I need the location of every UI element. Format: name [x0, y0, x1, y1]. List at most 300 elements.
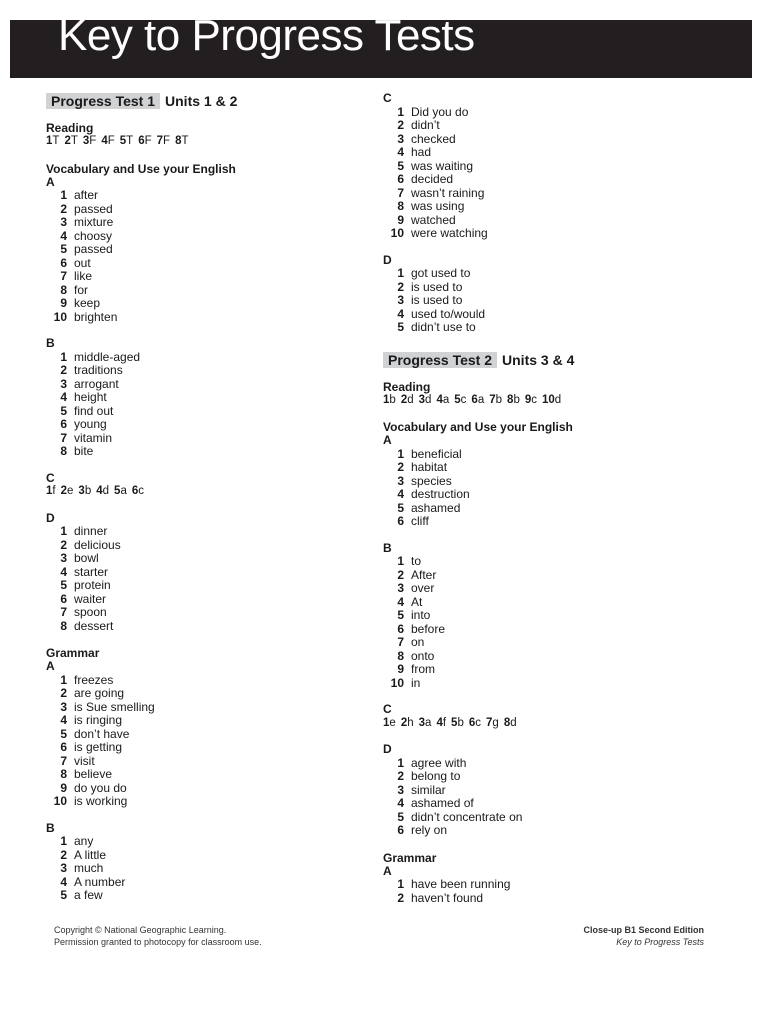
- answer-item: [383, 267, 723, 281]
- item-answer: dinner: [74, 524, 108, 538]
- part: [46, 822, 346, 903]
- item-number: 5: [114, 485, 121, 497]
- answer-pair: [96, 485, 109, 497]
- item-number: 4: [397, 306, 404, 321]
- item-number: 5: [60, 888, 67, 902]
- answer-item: [383, 596, 723, 610]
- item-number: 4: [96, 485, 103, 497]
- copyright-text: Copyright © National Geographic Learning.: [54, 925, 227, 935]
- item-answer: to: [411, 554, 422, 568]
- answer-item: [46, 714, 346, 728]
- item-answer: in: [411, 675, 421, 690]
- answer-pair: [401, 394, 414, 406]
- answer-item: [46, 579, 346, 593]
- item-number: 5: [397, 500, 404, 515]
- answer-item: [383, 227, 723, 241]
- item-number: 2: [397, 567, 404, 582]
- answer-item: [383, 824, 723, 838]
- item-answer: vitamin: [74, 430, 113, 445]
- item-answer: find out: [74, 403, 114, 418]
- item-answer: h: [407, 716, 414, 729]
- answer-pair: [138, 135, 151, 147]
- item-answer: b: [457, 716, 464, 729]
- item-answer: is used to: [411, 279, 463, 294]
- part-label: D: [383, 252, 392, 267]
- item-answer: g: [492, 716, 499, 729]
- item-number: 7: [397, 185, 404, 200]
- answer-item: [46, 862, 346, 876]
- item-number: 3: [397, 131, 404, 146]
- item-number: 1: [60, 349, 67, 364]
- item-answer: e: [389, 716, 396, 729]
- answer-item: [383, 448, 723, 462]
- reading-section: [46, 121, 346, 149]
- item-number: 2: [60, 201, 67, 216]
- item-number: 6: [60, 740, 67, 754]
- answer-item: [383, 106, 723, 120]
- answer-item: [383, 892, 723, 906]
- item-number: 2: [397, 118, 404, 132]
- answer-item: [383, 663, 723, 677]
- section-title: Vocabulary and Use your English: [46, 161, 236, 176]
- item-answer: got used to: [411, 266, 471, 280]
- answer-pair: [114, 485, 127, 497]
- item-number: 2: [60, 363, 67, 377]
- item-answer: mixture: [74, 215, 114, 229]
- answer-item: [46, 418, 346, 432]
- item-answer: is Sue smelling: [74, 699, 155, 714]
- item-answer: over: [411, 581, 435, 595]
- item-answer: after: [74, 188, 99, 202]
- item-answer: didn’t: [411, 118, 440, 132]
- item-answer: d: [102, 485, 110, 497]
- item-number: 6: [131, 485, 139, 497]
- item-number: 2: [60, 847, 67, 862]
- item-answer: are going: [74, 686, 125, 700]
- item-answer: young: [74, 417, 107, 431]
- item-answer: rely on: [411, 823, 448, 837]
- item-answer: was using: [411, 199, 465, 213]
- item-number: 7: [60, 269, 67, 283]
- item-answer: a: [477, 393, 485, 406]
- inline-answers: [46, 485, 346, 499]
- answer-pair: [383, 717, 396, 729]
- page-title: Key to Progress Tests: [58, 20, 475, 60]
- item-answer: d: [407, 393, 414, 406]
- item-answer: A number: [74, 874, 126, 889]
- item-number: 1: [60, 672, 67, 687]
- item-number: 6: [60, 417, 67, 431]
- item-answer: e: [67, 485, 74, 497]
- item-number: 7: [486, 716, 493, 729]
- answer-item: [46, 728, 346, 742]
- answer-pair: [132, 485, 144, 497]
- item-number: 2: [60, 537, 67, 552]
- item-number: 9: [60, 780, 67, 795]
- item-number: 7: [489, 393, 496, 406]
- item-answer: bowl: [74, 551, 99, 565]
- item-number: 1: [46, 135, 53, 147]
- item-answer: wasn’t raining: [411, 185, 485, 200]
- item-number: 10: [390, 675, 404, 690]
- item-answer: for: [74, 282, 89, 297]
- answer-item: [46, 297, 346, 311]
- answer-item: [46, 889, 346, 903]
- answer-pair: [489, 394, 502, 406]
- answer-pair: [436, 394, 449, 406]
- item-answer: have been running: [411, 877, 511, 891]
- item-number: 1: [397, 446, 404, 461]
- item-number: 4: [101, 135, 108, 147]
- answer-item: [46, 257, 346, 271]
- answer-list: [383, 267, 723, 335]
- answer-item: [383, 784, 723, 798]
- item-answer: a few: [74, 888, 103, 902]
- item-number: 8: [60, 444, 67, 458]
- item-number: 4: [436, 393, 443, 406]
- answer-list: [383, 757, 723, 838]
- section-title: Reading: [383, 379, 431, 394]
- item-number: 9: [524, 393, 532, 406]
- answer-pair: [504, 717, 517, 729]
- item-number: 1: [397, 104, 404, 119]
- item-number: 8: [60, 618, 67, 633]
- item-number: 3: [60, 699, 67, 714]
- part: [383, 865, 723, 906]
- answer-pair: [175, 135, 188, 147]
- item-answer: d: [554, 393, 562, 406]
- answer-item: [46, 782, 346, 796]
- test-heading: [46, 92, 346, 110]
- item-number: 9: [60, 296, 67, 310]
- answer-pair: [419, 394, 432, 406]
- item-number: 10: [542, 393, 555, 406]
- answer-pair: [507, 394, 520, 406]
- answer-item: [46, 849, 346, 863]
- item-number: 3: [60, 376, 67, 391]
- item-answer: brighten: [74, 309, 118, 324]
- answer-item: [383, 160, 723, 174]
- item-answer: b: [495, 393, 503, 406]
- item-number: 3: [397, 581, 404, 595]
- test-badge: Progress Test 2: [383, 352, 497, 368]
- answer-list: [46, 674, 346, 809]
- item-answer: out: [74, 255, 91, 270]
- vocabulary-section: [46, 162, 346, 634]
- item-number: 4: [60, 228, 67, 243]
- item-number: 3: [60, 215, 67, 229]
- item-number: 1: [397, 755, 404, 770]
- item-answer: arrogant: [74, 376, 119, 391]
- part-label: C: [46, 470, 55, 485]
- inline-answers: [383, 394, 723, 408]
- answer-item: [383, 308, 723, 322]
- part-label: A: [46, 659, 55, 673]
- item-answer: cliff: [411, 514, 429, 528]
- item-answer: belong to: [411, 769, 461, 783]
- item-number: 2: [397, 769, 404, 783]
- answer-pair: [419, 717, 432, 729]
- item-answer: on: [411, 635, 425, 649]
- item-number: 2: [60, 686, 67, 700]
- answer-item: [46, 351, 346, 365]
- item-answer: bite: [74, 444, 94, 458]
- item-answer: freezes: [74, 672, 114, 687]
- item-answer: f: [52, 485, 56, 497]
- item-number: 4: [397, 594, 404, 609]
- part-label: B: [383, 540, 392, 555]
- grammar-section: [383, 851, 723, 906]
- item-number: 6: [397, 514, 404, 528]
- item-answer: F: [107, 135, 115, 147]
- answer-list: [46, 835, 346, 903]
- item-number: 1: [46, 485, 53, 497]
- part: [46, 337, 346, 459]
- answer-item: [383, 757, 723, 771]
- item-number: 1: [383, 393, 390, 406]
- item-number: 7: [397, 635, 404, 649]
- footer-book-info: [470, 924, 704, 948]
- answer-item: [46, 216, 346, 230]
- item-number: 10: [53, 794, 67, 808]
- answer-item: [383, 475, 723, 489]
- answer-item: [383, 321, 723, 335]
- item-number: 5: [454, 393, 461, 406]
- answer-item: [46, 593, 346, 607]
- item-number: 4: [397, 796, 404, 810]
- part-label: A: [383, 863, 392, 878]
- answer-item: [383, 811, 723, 825]
- item-number: 10: [53, 309, 67, 324]
- column-right: [383, 92, 723, 918]
- answer-item: [383, 187, 723, 201]
- item-answer: keep: [74, 296, 101, 310]
- item-answer: protein: [74, 578, 111, 592]
- item-number: 8: [507, 393, 514, 406]
- item-number: 7: [60, 605, 67, 619]
- footer-copyright: [54, 924, 262, 948]
- answer-pair: [383, 394, 396, 406]
- item-answer: Did you do: [411, 104, 469, 119]
- item-answer: b: [513, 393, 520, 406]
- item-number: 2: [400, 393, 408, 406]
- item-answer: a: [120, 485, 127, 497]
- part: [383, 703, 723, 730]
- item-answer: destruction: [411, 487, 470, 501]
- item-number: 2: [397, 460, 404, 474]
- answer-item: [46, 243, 346, 257]
- answer-item: [46, 876, 346, 890]
- item-answer: is ringing: [74, 713, 123, 727]
- item-answer: F: [89, 135, 97, 147]
- item-answer: A little: [74, 847, 107, 862]
- answer-item: [46, 203, 346, 217]
- item-number: 2: [64, 135, 71, 147]
- answer-pair: [471, 394, 484, 406]
- item-answer: checked: [411, 131, 456, 146]
- item-answer: used to/would: [411, 306, 486, 321]
- item-number: 4: [436, 716, 443, 729]
- part-label: B: [46, 820, 55, 835]
- section-title: Grammar: [46, 646, 100, 660]
- item-number: 3: [82, 135, 90, 147]
- item-number: 6: [397, 621, 404, 636]
- item-number: 1: [60, 834, 67, 848]
- item-answer: habitat: [411, 460, 448, 474]
- item-number: 5: [397, 158, 404, 173]
- item-answer: a: [442, 393, 450, 406]
- item-answer: is working: [74, 794, 128, 808]
- answer-item: [383, 878, 723, 892]
- section-title: Reading: [46, 121, 94, 135]
- grammar-section: [46, 646, 346, 903]
- answer-item: [46, 364, 346, 378]
- item-number: 2: [397, 279, 404, 294]
- item-answer: choosy: [74, 228, 113, 243]
- part-label: A: [383, 433, 392, 447]
- answer-item: [383, 636, 723, 650]
- answer-item: [383, 119, 723, 133]
- item-number: 3: [60, 861, 67, 875]
- part-label: C: [383, 702, 392, 716]
- item-number: 6: [471, 393, 478, 406]
- item-answer: b: [389, 393, 396, 406]
- item-answer: height: [74, 390, 107, 404]
- item-answer: beneficial: [411, 446, 462, 461]
- answer-pair: [401, 717, 414, 729]
- item-number: 1: [383, 716, 390, 729]
- answer-list: [383, 878, 723, 905]
- item-number: 5: [119, 135, 127, 147]
- permission-text: Permission granted to photocopy for classroom use.: [54, 937, 262, 947]
- item-answer: haven’t found: [411, 890, 484, 905]
- section-title: Grammar: [383, 850, 437, 865]
- answer-pair: [61, 485, 74, 497]
- answer-item: [46, 378, 346, 392]
- answer-item: [46, 741, 346, 755]
- answer-item: [383, 770, 723, 784]
- item-answer: onto: [411, 648, 435, 663]
- item-answer: T: [126, 135, 134, 147]
- part: [383, 542, 723, 691]
- item-number: 4: [60, 564, 67, 579]
- answer-item: [46, 405, 346, 419]
- item-number: 7: [60, 430, 67, 445]
- answer-item: [383, 488, 723, 502]
- item-answer: b: [84, 485, 92, 497]
- item-answer: had: [411, 145, 432, 159]
- item-number: 3: [397, 293, 404, 307]
- item-number: 9: [397, 212, 404, 227]
- answer-pair: [120, 135, 133, 147]
- item-answer: didn’t use to: [411, 320, 476, 334]
- answer-pair: [64, 135, 77, 147]
- item-number: 5: [451, 716, 458, 729]
- item-number: 6: [468, 716, 476, 729]
- item-number: 3: [78, 485, 85, 497]
- item-answer: c: [531, 393, 537, 406]
- item-number: 5: [60, 726, 67, 741]
- answer-pair: [486, 717, 499, 729]
- answer-item: [383, 650, 723, 664]
- item-answer: visit: [74, 753, 95, 768]
- answer-item: [46, 284, 346, 298]
- item-answer: do you do: [74, 780, 127, 795]
- answer-item: [383, 173, 723, 187]
- answer-pair: [83, 135, 96, 147]
- item-answer: before: [411, 621, 446, 636]
- item-answer: ashamed: [411, 500, 461, 515]
- answer-item: [383, 294, 723, 308]
- section-title: Vocabulary and Use your English: [383, 420, 573, 434]
- item-answer: from: [411, 662, 435, 676]
- answer-list: [46, 351, 346, 459]
- reading-section: [383, 380, 723, 408]
- item-number: 1: [397, 554, 404, 568]
- book-title: Close-up B1 Second Edition: [583, 925, 704, 935]
- answer-list: [46, 525, 346, 633]
- item-answer: ashamed of: [411, 796, 474, 810]
- item-answer: T: [70, 135, 78, 147]
- item-answer: F: [144, 135, 152, 147]
- part: [383, 254, 723, 335]
- item-number: 4: [60, 874, 67, 889]
- item-number: 3: [418, 393, 426, 406]
- item-number: 1: [60, 524, 67, 538]
- answer-item: [383, 133, 723, 147]
- test-units: Units 1 & 2: [165, 93, 238, 109]
- answer-list: [383, 448, 723, 529]
- item-number: 5: [397, 809, 404, 824]
- item-answer: was waiting: [411, 158, 474, 173]
- answer-item: [383, 502, 723, 516]
- item-answer: into: [411, 608, 431, 622]
- item-answer: similar: [411, 782, 446, 797]
- item-number: 3: [60, 551, 67, 565]
- item-number: 9: [397, 662, 404, 676]
- item-answer: agree with: [411, 755, 467, 770]
- answer-item: [383, 146, 723, 160]
- item-answer: is used to: [411, 293, 463, 307]
- item-answer: decided: [411, 172, 454, 186]
- item-number: 1: [60, 188, 67, 202]
- item-answer: d: [425, 393, 432, 406]
- answer-list: [46, 189, 346, 324]
- item-number: 8: [175, 135, 182, 147]
- answer-item: [46, 445, 346, 459]
- item-number: 5: [60, 403, 67, 418]
- part-label: A: [46, 174, 55, 189]
- item-number: 6: [60, 591, 67, 606]
- item-answer: didn’t concentrate on: [411, 809, 523, 824]
- answer-pair: [454, 394, 466, 406]
- item-answer: traditions: [74, 363, 123, 377]
- answer-item: [46, 391, 346, 405]
- key-subtitle: Key to Progress Tests: [616, 937, 704, 947]
- item-answer: c: [460, 393, 467, 406]
- item-number: 6: [138, 135, 145, 147]
- item-number: 4: [60, 390, 67, 404]
- item-answer: delicious: [74, 537, 121, 552]
- answer-item: [46, 525, 346, 539]
- item-number: 5: [60, 242, 67, 256]
- item-number: 3: [397, 473, 404, 488]
- item-answer: T: [52, 135, 60, 147]
- item-answer: like: [74, 269, 93, 283]
- answer-item: [46, 230, 346, 244]
- answer-pair: [525, 394, 537, 406]
- answer-item: [46, 552, 346, 566]
